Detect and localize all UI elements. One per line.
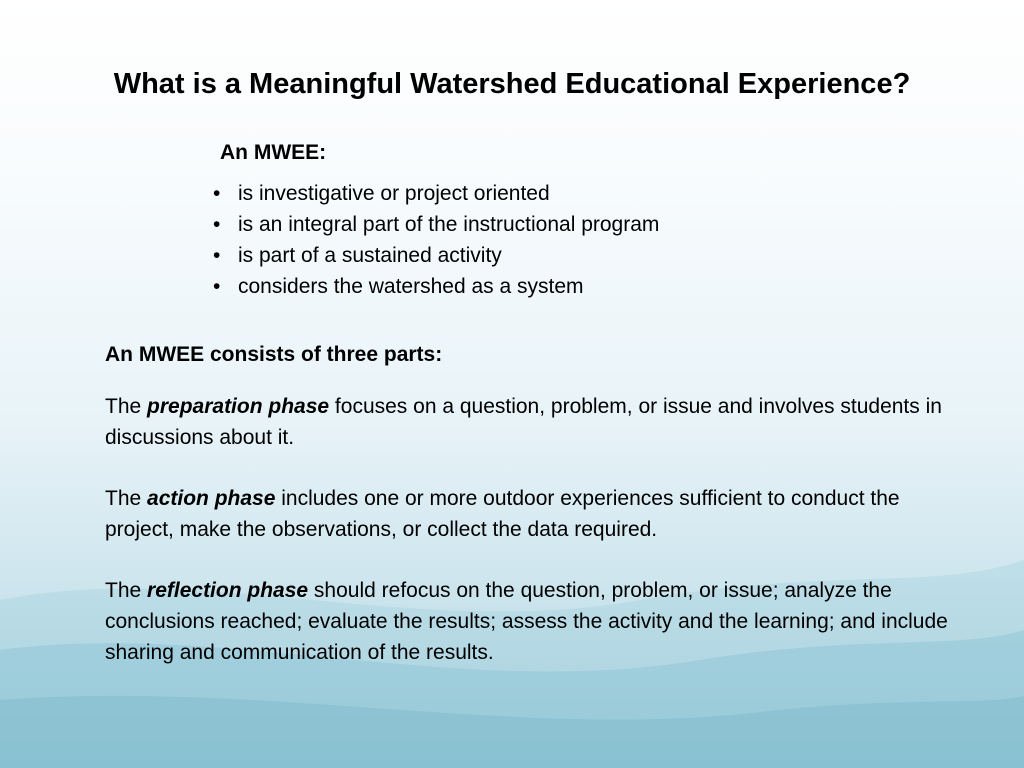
bullet-icon: • — [213, 244, 221, 267]
preparation-phase-paragraph — [105, 391, 965, 453]
phase-lead: The — [105, 487, 148, 510]
phase-text: focuses on a question, problem, or issue and involves students in discussions about it. — [105, 395, 942, 449]
reflection-phase-paragraph — [105, 575, 965, 668]
list-item — [213, 240, 659, 271]
list-item — [213, 271, 659, 302]
phase-text: should refocus on the question, problem, or issue; analyze the conclusions reached; evaluate the results; assess the activity and the learning; and include sharing and communication of the results. — [105, 579, 948, 664]
list-item — [213, 178, 659, 209]
slide-title: What is a Meaningful Watershed Educational Experience? — [113, 68, 911, 100]
phase-keyword: preparation phase — [147, 395, 330, 418]
list-item-text: considers the watershed as a system — [238, 275, 584, 298]
bullet-icon: • — [213, 275, 221, 298]
intro-label: An MWEE: — [220, 141, 327, 164]
phase-lead: The — [105, 395, 148, 418]
list-item-text: is an integral part of the instructional program — [238, 213, 660, 236]
bullet-icon: • — [213, 182, 221, 205]
parts-heading: An MWEE consists of three parts: — [105, 343, 443, 366]
phase-text: includes one or more outdoor experiences sufficient to conduct the project, make the observations, or collect the data required. — [105, 487, 900, 541]
phase-lead: The — [105, 579, 148, 602]
list-item-text: is investigative or project oriented — [238, 182, 550, 205]
phase-keyword: action phase — [147, 487, 276, 510]
list-item — [213, 209, 659, 240]
characteristics-list — [213, 178, 659, 302]
action-phase-paragraph — [105, 483, 965, 545]
phase-keyword: reflection phase — [147, 579, 309, 602]
list-item-text: is part of a sustained activity — [238, 244, 502, 267]
bullet-icon: • — [213, 213, 221, 236]
